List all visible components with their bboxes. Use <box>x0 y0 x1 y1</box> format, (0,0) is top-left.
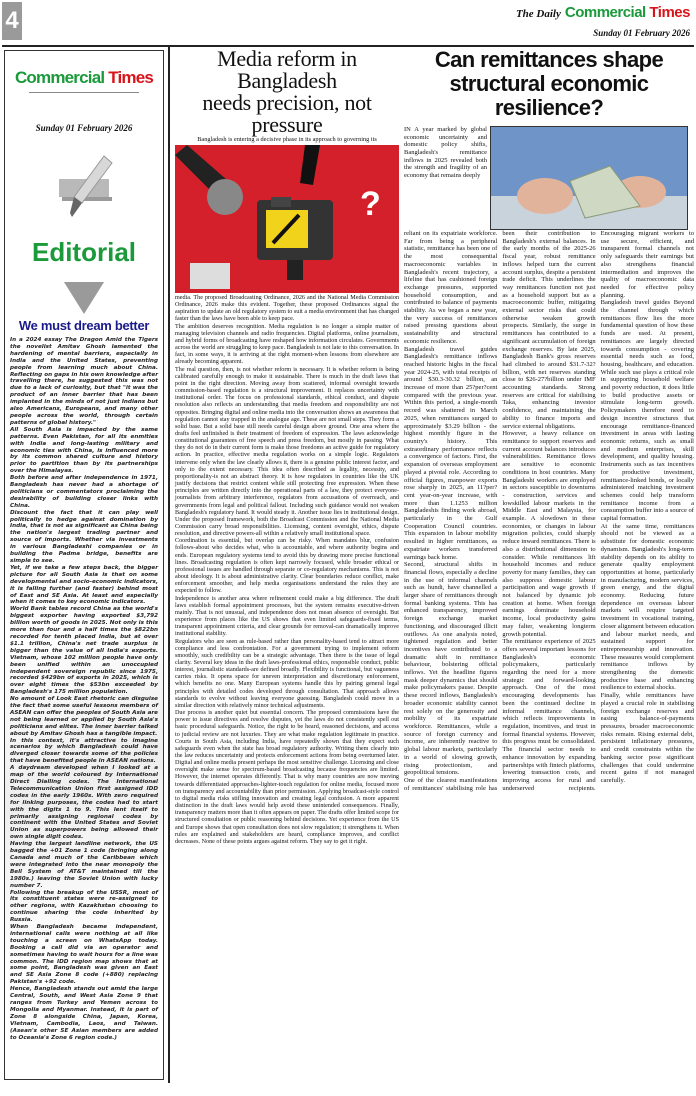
paragraph: Bangladesh travel guides Beyond the channel through which remittances flow lies the more fundamental question of how these funds are used. At present, remittances are largely directed towards consumption - covering essential needs such as food, housing, healthcare, and education. While such use plays a critical role in supporting household welfare and poverty reduction, it does little to build productive assets or stimulate long-term growth. Policymakers therefore need to design incentive structures that encourage remittance-financed investment in areas with lasting economic returns, such as small and medium enterprises, skill development, and quality housing. Instruments such as tax incentives for productive investment, remittance-linked bonds, or locally administered matching investment schemes could help transform remittance income from a consumption buffer into a source of capital formation. <box>600 299 694 523</box>
editorial-section-title: Editorial <box>31 237 136 267</box>
commercial-times-logo <box>5 68 163 88</box>
paragraph: Finally, while remittances have played a crucial role in stabilising foreign exchange reserves and easing balance-of-payments pressures, broader macroeconomic risks remain. Rising external debt, persistent inflationary pressures, and credit constraints within the banking sector pose significant challenges that could undermine recent gains if not managed carefully. <box>600 692 694 784</box>
headline-line-2: needs precision, not pressure <box>202 90 372 137</box>
article-intro: IN A year marked by global economic uncertainty and domestic policy shifts, Bangladesh's remittance inflows in 2025 revealed both the strength and fragility of an economy that remains deeply <box>404 126 487 179</box>
money-counting-photo <box>490 126 688 230</box>
article-lead: Bangladesh is entering a decisive phase in its approach to governing its <box>197 136 377 143</box>
editorial-date: Sunday 01 February 2026 <box>35 123 133 133</box>
paragraph: Both before and after independence in 1971, Bangladesh has never had a shortage of politicians or commentators proclaiming the desirability of building closer links with China. <box>10 475 158 509</box>
masthead-name <box>565 4 690 21</box>
paragraph: Coordination is essential, but overlap can be risky. When mandates blur, confusion follows-about who decides what, who is accountable, and where authority begins and ends. European regulatory systems tend to avoid this by drawing more precise functional lines. Broadcasting regulation is often kept narrowly focused, while broader ethical or professional issues are handled through separate or co-regulatory mechanisms. This is not about ideology. It is about administrative clarity. Clear boundaries reduce conflict, make enforcement smoother, and help media organisations understand the rules they are expected to follow. <box>175 538 399 595</box>
paragraph: One of the clearest manifestations of remittances' stabilising role has been their contribution to Bangladesh's external balances. In the early months of the 2025-26 fiscal year, robust remittance inflows helped turn the current account surplus, despite a persistent trade deficit. This underlines the way remittances function not just as a household support but as a macroeconomic buffer, mitigating external sector risks that could otherwise weaken growth prospects. Similarly, the surge in remittances has contributed to a significant accumulation of foreign exchange reserves. By late 2025, Bangladesh Bank's gross reserves had climbed to around $31.7-32?billion, with net reserves standing close to $26-27?billion under IMF accounting standards. Strong reserves are critical for stabilising Taka, enhancing investor confidence, and maintaining the ability to finance imports and service external obligations. <box>404 230 596 792</box>
paragraph: In this context, it's attractive to imagine scenarios by which Bangladesh could have diverged closer towards some of the policies that have benefited people in ASEAN nations. <box>10 737 158 765</box>
logo-green: Commercial <box>14 68 105 87</box>
column-divider <box>168 47 170 1083</box>
editorial-panel <box>4 50 164 1080</box>
paragraph: However, a heavy reliance on remittance to support reserves and current account balances introduces vulnerabilities. Remittance flows are sensitive to economic conditions in host countries. Many Bangladeshi workers are employed in sectors susceptible to downturns - construction, services and lowskilled labour markets in the Middle East and Malaysia, for example. A slowdown in these economies, or changes in labour migration policies, could sharply reduce inward remittances. There is also a distributional dimension to consider. While remittances lift household incomes and reduce poverty for many families, they can also suppress domestic labour participation and wage growth if not balanced by dynamic job creation at home. When foreign earnings dominate household income, local productivity gains may falter, weakening longterm growth potential. <box>502 430 596 638</box>
paragraph: All South Asia is impacted by the same patterns. Even Pakistan, for all its enmities with India and long-lasting military and economic ties with China, is influenced more by its common shared culture and history prior to partition than by its partnerships over the Himalayas. <box>10 426 158 475</box>
masthead-daily: The Daily <box>515 8 561 20</box>
paragraph: Second, structural shifts in financial flows, especially a decline in the use of informal channels such as hundi, have channelled a larger share of remittances through formal banking systems. This has enhanced transparency, improved foreign exchange market functioning, and discouraged illicit outflows. As one analysis noted, tightened regulation and better incentives have contributed to a dramatic shift in remittance behaviour, bolstering official inflows. Yet the headline figures mask deeper dynamics that should make policymakers pause. Despite these record inflows, Bangladesh's broader economic stability cannot rest solely on the generosity and mobility of its expatriate workforce. Remittances, while a source of foreign currency and income, are inherently reactive to global labour markets, particularly in a world of slowing growth, rising protectionism, and geopolitical tensions. <box>404 561 498 777</box>
paragraph: media. The proposed Broadcasting Ordinance, 2026 and the National Media Commission Ordinance, 2026 make this evident. Together, these proposed Ordinances signal the aspiration to update an old regulatory system to suit a media environment that has changed faster than the laws have been able to keep pace. <box>175 295 399 323</box>
media-illustration <box>175 145 399 293</box>
paragraph: Yet, if we take a few steps back, the bigger picture for all South Asia is that on some developmental and socio-economic indicators, it is falling further (and faster) behind most of East and SE Asia. At least and especially when it comes to key economic indicators. <box>10 564 158 606</box>
paragraph: The real question, then, is not whether reform is necessary. It is whether reform is being calibrated carefully enough to make it sustainable. There is much in the draft laws that point in the right direction. Moving away from scattered, informal oversight towards commission-based regulation is a structural improvement. It replaces uncertainty with institutional order. The focus on professional standards, ethical conduct, and dispute resolution also reflects an understanding that media freedom and responsibility are not opposites. Bringing digital and online media into the conversation shows an awareness that regulation cannot stay trapped in the analogue age. These are not small steps. They form a solid base. But a solid base still needs careful design above ground. One area where the drafts feel unfinished is their treatment of freedom of expression. The laws acknowledge constitutional guarantees of free speech and press freedom, but mostly in passing. What they do not do in their current form is make those freedoms an active guide for regulatory action. In practice, effective media regulation works on a simple logic. Regulators intervene only when the law clearly allows it, there is a genuine public interest factor, and only to the extent necessary. This idea often described as legality, necessity, and proportionality-is not an abstract theory. It is how regulators in countries like the UK justify decisions that restrict content while still protecting free expression. When these principles are written directly into the operational parts of a law, they protect everyone-journalists from arbitrary interference, regulators from accusations of overreach, and governments from legal and political fallout. Including such guidance would not weaken Bangladesh's regulatory hand. It would steady it. Another issue lies in institutional design. Under the proposed framework, both the Broadcast Commission and the National Media Commission carry broad responsibilities. Licensing, content oversight, ethics, dispute resolution, and directive powers-all within a relatively small institutional space. <box>175 366 399 538</box>
paragraph: The ambition deserves recognition. Media regulation is no longer a simple matter of managing television channels and radio frequencies. Digital platforms, online journalism, and hybrid forms of broadcasting have reshaped how information circulates. Governments across the world are struggling to keep pace. Bangladesh is not late to this conversation. In fact, in some ways, it is arriving at the right moment-when lessons from elsewhere are already becoming apparent. <box>175 323 399 366</box>
editorial-headline: We must dream better <box>18 318 150 333</box>
article-headline <box>175 48 399 136</box>
paragraph: Hence, Bangladesh stands out amid the large Central, South, and West Asia Zone 9 that ranges from Turkey and Yemen across to Mongolia and Myanmar. Instead, it is part of Zone 8 alongside China, Japan, Korea, Vietnam, Cambodia, Laos, and Taiwan. (Asean's other SE Asian members are added to Oceania's Zone 6 region code.) <box>10 986 158 1041</box>
masthead-name-green: Commercial <box>564 4 646 21</box>
paragraph: Due process is another quiet but essential concern. The proposed commissions have the power to issue directives and resolve disputes, yet the laws do not consistently spell out basic procedural safeguards. Notice, the right to be heard, reasoned decisions, and access to judicial review are not luxuries. They are what make regulation legitimate in practice. Courts in South Asia, including India, have repeatedly shown that they expect such safeguards even when the state has broad regulatory authority. Writing them clearly into the law reduces uncertainty and protects enforcement actions from being overturned later. Digital and online media present perhaps the most sensitive challenge. Licensing and close oversight make sense for spectrum-based broadcasting because frequencies are limited. However, the internet operates differently. That is why many countries are now moving towards differentiated approaches-lighter-touch regulation for online media, focused more on transparency and accountability than prior permission. Applying broadcast-style control to digital media risks stifling innovation and creating legal confusion. A more apparent distinction in the draft laws would help avoid these unintended consequences. Finally, transparency matters more than it often appears on paper. The drafts offer limited scope for structured consultation or public reasoning behind decisions. Yet experience from the US and Europe shows that open consultation does not slow regulation; it strengthens it. When rules are explained and stakeholders are heard, compliance improves, and conflict decreases. None of these points argues against reform. They say to get it right. <box>175 710 399 845</box>
headline-line-1: Media reform in Bangladesh <box>217 46 357 93</box>
paragraph: Having the largest landline network, the US bagged the +01 Zone 1 code (bringing along Canada and much of the Caribbean which were integrated into the near monopoly the Bell System of AT&T maintained till the 1980s.) leaving the Soviet Union with lucky number 7. <box>10 841 158 889</box>
masthead-name-red: Times <box>649 4 690 21</box>
remittance-article <box>404 48 694 1096</box>
article-body <box>404 230 694 1096</box>
fountain-pen-icon <box>44 151 124 231</box>
article-body <box>175 295 399 846</box>
paragraph: At the same time, remittances should not be viewed as a substitute for domestic economic dynamism. Bangladesh's long-term stability depends on its ability to generate quality employment opportunities at home, particularly in manufacturing, modern services, green energy, and the digital economy. Reducing future dependence on overseas labour markets will require targeted investment in vocational training, closer alignment between education and labour market needs, and sustained support for entrepreneurship and innovation. These measures would complement remittance inflows by strengthening the domestic productive base and enhancing resilience to external shocks. <box>600 522 694 692</box>
masthead <box>516 4 690 38</box>
paragraph: A daydream developed when I looked at a map of the world coloured by International Direct Dialling codes. The International Telecommunication Union first assigned IDD codes in the early 1960s. With zero required for linking purposes, the codes had to start with the digits 1 to 9. This lent itself to primarily assigning regional codes by continent with the United States and Soviet Union as superpowers being allowed their own single digit codes. <box>10 765 158 841</box>
paragraph: Bangladesh travel guides Bangladesh's remittance inflows reached historic highs in the fiscal year 2024-25, with total receipts of around $30.3-30.32 billion, an increase of more than 25?per?cent compared with the previous year. Within this period, a single-month record was shattered in March 2025, when remittances surged to approximately $3.29 billion - the highest monthly figure in the country's history. This extraordinary performance reflects a convergence of factors. First, the expansion of overseas employment played a pivotal role. According to official figures, manpower exports rose sharply in 2025, an 11?per?cent year-on-year increase, with more than 1.1253 million Bangladeshis finding work abroad, particularly in the Gulf Cooperation Council countries. This expansion in labour mobility resulted in higher remittances, as expatriate workers transferred earnings back home. <box>404 345 498 561</box>
paragraph: In a 2024 essay The Dragon Amid the Tigers the novelist Amitav Ghosh lamented the hardening of mental barriers, especially in India and the United States, preventing people from learning much about China. Reflecting on gaps in his own knowledge after travelling there, he suggested this was not due to a lack of curiosity, but that "it was the product of an inner barrier that has been implanted in the minds of not just Indians but also Americans, Europeans, and many other people across the world, through certain patterns of global history." <box>10 337 158 426</box>
paragraph: When Bangladesh became independent, international calls were nothing at all like touching a screen on WhatsApp today. Booking a call did via an operator and sometimes having to wait hours for a line was common. The IDD region map shows that at some point, Bangladesh was given an East and SE Asia Zone 8 code (+880) replacing Pakistan's +92 code. <box>10 924 158 986</box>
article-headline: Can remittances shape structural economic resilience? <box>434 47 664 120</box>
masthead-date: Sunday 01 February 2026 <box>593 28 690 38</box>
paragraph: World Bank tables record China as the world's biggest exporter having exported $3,792 billion worth of goods in 2025. Not only is this more than four and a half times the $822bn recorded for tenth placed India, but at over $1.1 trillion, China's net trade surplus is bigger than the value of all India's exports. Vietnam, whose 102 million people have only been unified within an unoccupied independent sovereign republic since 1975, recorded $429bn of exports in 2025, which is over eight times the $53bn exceeded by Bangladesh's 175 million population. <box>10 606 158 696</box>
logo-red: Times <box>108 68 154 87</box>
paragraph: Regulators who are seen as rule-based rather than personality-based tend to attract more compliance and less confrontation. For a government trying to implement reform smoothly, such credibility can be a strategic advantage. Then there is the issue of legal clarity. Several key ideas in the draft laws-professional ethics, responsible conduct, public interest, journalistic standards-are defined broadly. Flexibility is functional, but vagueness carries risks. It opens space for uneven interpretation and discretionary enforcement, which benefits no one. Many European systems handle this by pairing general legal principles with detailed codes developed through consultation. That approach allows standards to evolve without leaving everyone guessing. Bangladesh could move in a similar direction with relatively minor technical adjustments. <box>175 638 399 709</box>
editorial-body <box>5 333 163 1041</box>
paragraph: reliant on its expatriate workforce. Far from being a peripheral statistic, remittance has been one of the most consequential macroeconomic variables in Bangladesh's recent trajectory, a lifeline that has cushioned foreign exchange pressures, supported household consumption, and contributed to balance of payments stability. As we began a new year, the very success of remittances raised pressing questions about sustainability and structural economic resilience. <box>404 230 498 345</box>
logo-underline <box>29 92 139 93</box>
svg-text:?: ? <box>360 185 381 223</box>
paragraph: Following the breakup of the USSR, most of its constituent states were re-assigned to other regions, with Kazakhstan choosing to continue sharing the code inherited by Russia. <box>10 889 158 924</box>
paragraph: Discount the fact that it can play well politically to hedge against domination by India, that is not as significant as China being the nation's largest trading partner and source of imports. Whether via investments in various Bangladeshi companies or in building the Padma bridge, benefits are simple to see. <box>10 509 158 564</box>
media-reform-article <box>175 48 399 846</box>
paragraph: No amount of Look East rhetoric can disguise the fact that some useful lessons members of ASEAN can offer the peoples of South Asia are not being learned or applied by South Asia's politicians and elites. The inner barrier talked about by Amitav Ghosh has a tangible impact. <box>10 696 158 737</box>
page-number: 4 <box>2 2 22 40</box>
paragraph: Independence is another area where refinement could make a big difference. The draft laws establish formal appointment processes, but the system remains executive-driven mainly. That is not unusual, and independence does not mean absence of oversight. But experience from places like the US shows that even limited safeguards-fixed terms, transparent appointment criteria, and clear grounds for removal-can dramatically improve institutional stability. <box>175 595 399 638</box>
paragraph: The remittance experience of 2025 offers several important lessons for Bangladesh's economic policymakers, particularly regarding the need for a more strategic and forward-looking approach. One of the most encouraging developments has been the continued decline in informal remittance channels, which reflects improvements in regulation, incentives, and trust in formal financial systems. However, this progress must be consolidated. The financial sector needs to enhance innovation by expanding partnerships with fintech platforms, lowering transaction costs, and improving access for rural and underserved recipients. Encouraging migrant workers to use secure, efficient, and transparent formal channels not only safeguards their earnings but also strengthens financial intermediation and improves the quality of macroeconomic data needed for effective policy planning. <box>502 230 694 792</box>
down-arrow-icon <box>64 282 104 314</box>
